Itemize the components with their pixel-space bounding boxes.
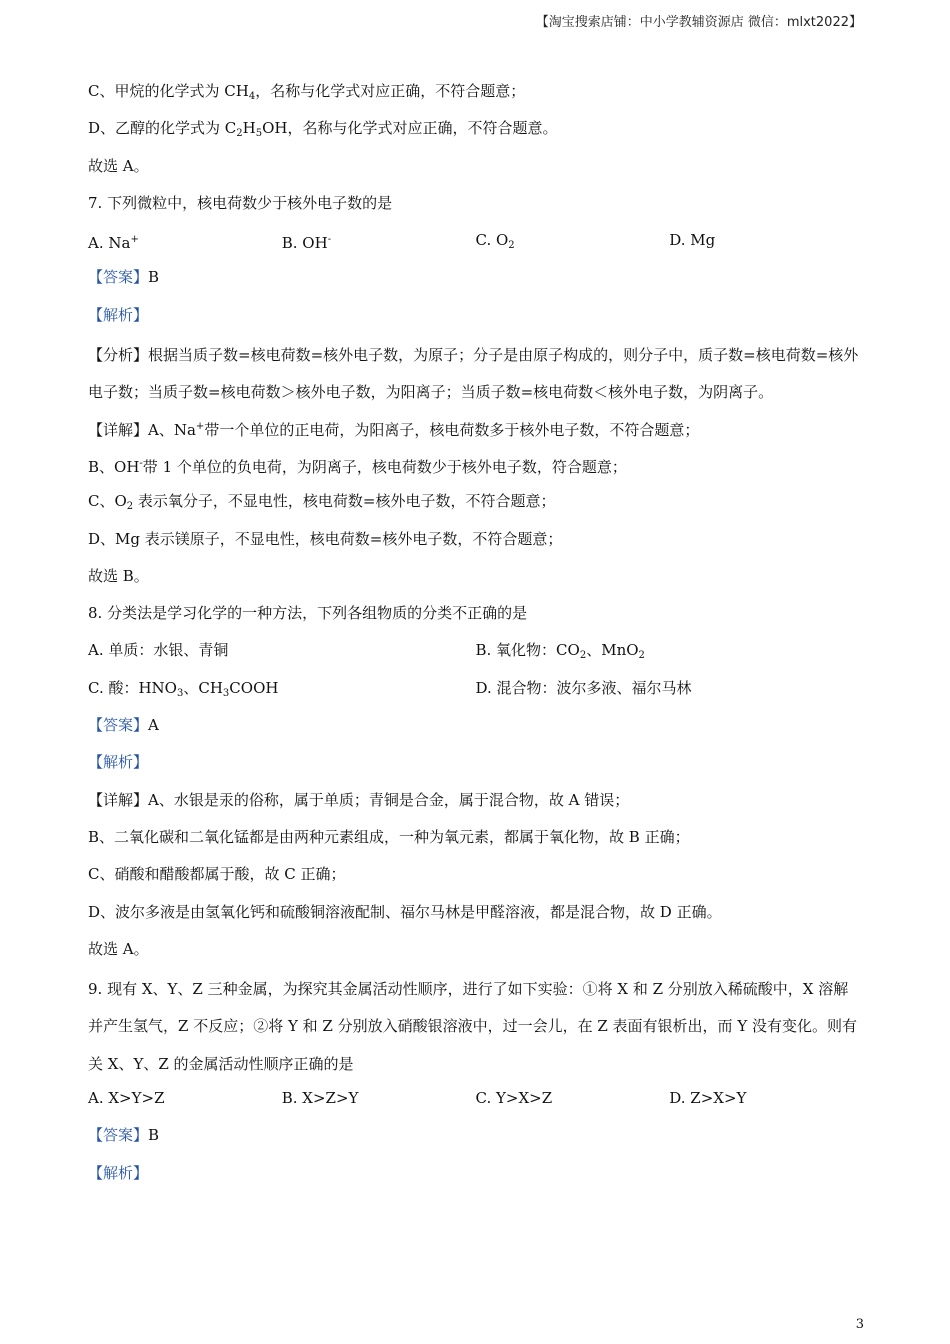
q8-detail-c: C、硝酸和醋酸都属于酸，故 C 正确； [88,865,346,884]
q9-option-d: D. Z>X>Y [669,1089,747,1108]
q7-option-a: A. Na+ [88,234,139,253]
prev-conclusion: 故选 A。 [88,156,149,175]
q9-analysis-tag: 【解析】 [88,1163,149,1182]
q7-detail-a: 【详解】A、Na+带一个单位的正电荷，为阳离子，核电荷数多于核外电子数，不符合题意； [88,420,700,439]
q7-option-c: C. $O_2$ [475,231,515,252]
q7-conclusion: 故选 B。 [88,566,149,585]
q8-option-c: C. 酸：$HNO_3$、$CH_3COOH$ [88,678,279,699]
answer-tag: 【答案】 [88,268,149,287]
q8-detail-d: D、波尔多液是由氢氧化钙和硫酸铜溶液配制、福尔马林是甲醛溶液，都是混合物，故 D 正确。 [88,902,722,921]
q8-option-d: D. 混合物：波尔多液、福尔马林 [475,678,692,697]
q9-answer: 【答案】B [88,1126,160,1145]
q8-detail-b: B、二氧化碳和二氧化锰都是由两种元素组成，一种为氧元素，都属于氧化物，故 B 正确； [88,827,690,846]
q8-options-row1 [88,635,863,672]
answer-tag: 【答案】 [88,716,149,735]
q8-analysis-tag: 【解析】 [88,753,149,772]
fenxi-tag: 【分析】 [88,346,149,365]
q8-stem: 8. 分类法是学习化学的一种方法，下列各组物质的分类不正确的是 [88,604,528,623]
q7-option-b: B. OH- [281,234,332,253]
q7-detail-b: B、OH-带 1 个单位的负电荷，为阴离子，核电荷数少于核外电子数，符合题意； [88,457,627,476]
answer-tag: 【答案】 [88,1126,149,1145]
q9-options [88,1083,863,1120]
q7-options [88,225,863,262]
q7-fenxi: 【分析】根据当质子数=核电荷数=核外电子数，为原子；分子是由原子构成的，则分子中，质子数=核电荷数=核外电子数；当质子数=核电荷数＞核外电子数，为阳离子；当质子数=核电荷数＜核外电子数，为阴离子。 [88,346,859,402]
q9-option-c: C. Y>X>Z [475,1089,553,1108]
q7-option-d: D. Mg [669,231,716,250]
q9-option-a: A. X>Y>Z [88,1089,165,1108]
q8-detail-a: 【详解】A、水银是汞的俗称，属于单质；青铜是合金，属于混合物，故 A 错误； [88,790,630,809]
q8-option-a: A. 单质：水银、青铜 [88,641,229,660]
q7-analysis-tag: 【解析】 [88,305,149,324]
q7-detail-c: C、$O_2$ 表示氧分子，不显电性，核电荷数=核外电子数，不符合题意； [88,492,556,513]
detail-tag: 【详解】 [88,790,149,809]
q7-answer: 【答案】B [88,268,160,287]
prev-explanation-c: C、甲烷的化学式为 $CH_4$，名称与化学式对应正确，不符合题意； [88,82,526,102]
q9-option-b: B. X>Z>Y [281,1089,359,1108]
q8-options-row2 [88,673,863,710]
document-body [88,76,863,1195]
q8-option-b: B. 氧化物：$CO_2$、MnO$_2$ [475,641,645,662]
q9-stem: 9. 现有 X、Y、Z 三种金属，为探究其金属活动性顺序，进行了如下实验：①将 X 和 Z 分别放入稀硫酸中，X 溶解并产生氢气，Z 不反应；②将 Y 和 Z 分别放入硝酸银溶液中，过一会儿，在 Z 表面有银析出，而 Y 没有变化。则有关 X、Y、Z 的金属活动性顺序正确的是 [88,980,857,1073]
q8-answer: 【答案】A [88,716,159,735]
page-number: 3 [855,1317,864,1332]
page-header: 【淘宝搜索店铺：中小学教辅资源店 微信：mlxt2022】 [535,15,862,30]
q7-detail-d: D、Mg 表示镁原子，不显电性，核电荷数=核外电子数，不符合题意； [88,529,563,548]
prev-explanation-d: D、乙醇的化学式为 $C_2H_5OH$，名称与化学式对应正确，不符合题意。 [88,119,558,140]
q8-conclusion: 故选 A。 [88,939,149,958]
detail-tag: 【详解】 [88,420,149,439]
q7-stem: 7. 下列微粒中，核电荷数少于核外电子数的是 [88,193,393,212]
